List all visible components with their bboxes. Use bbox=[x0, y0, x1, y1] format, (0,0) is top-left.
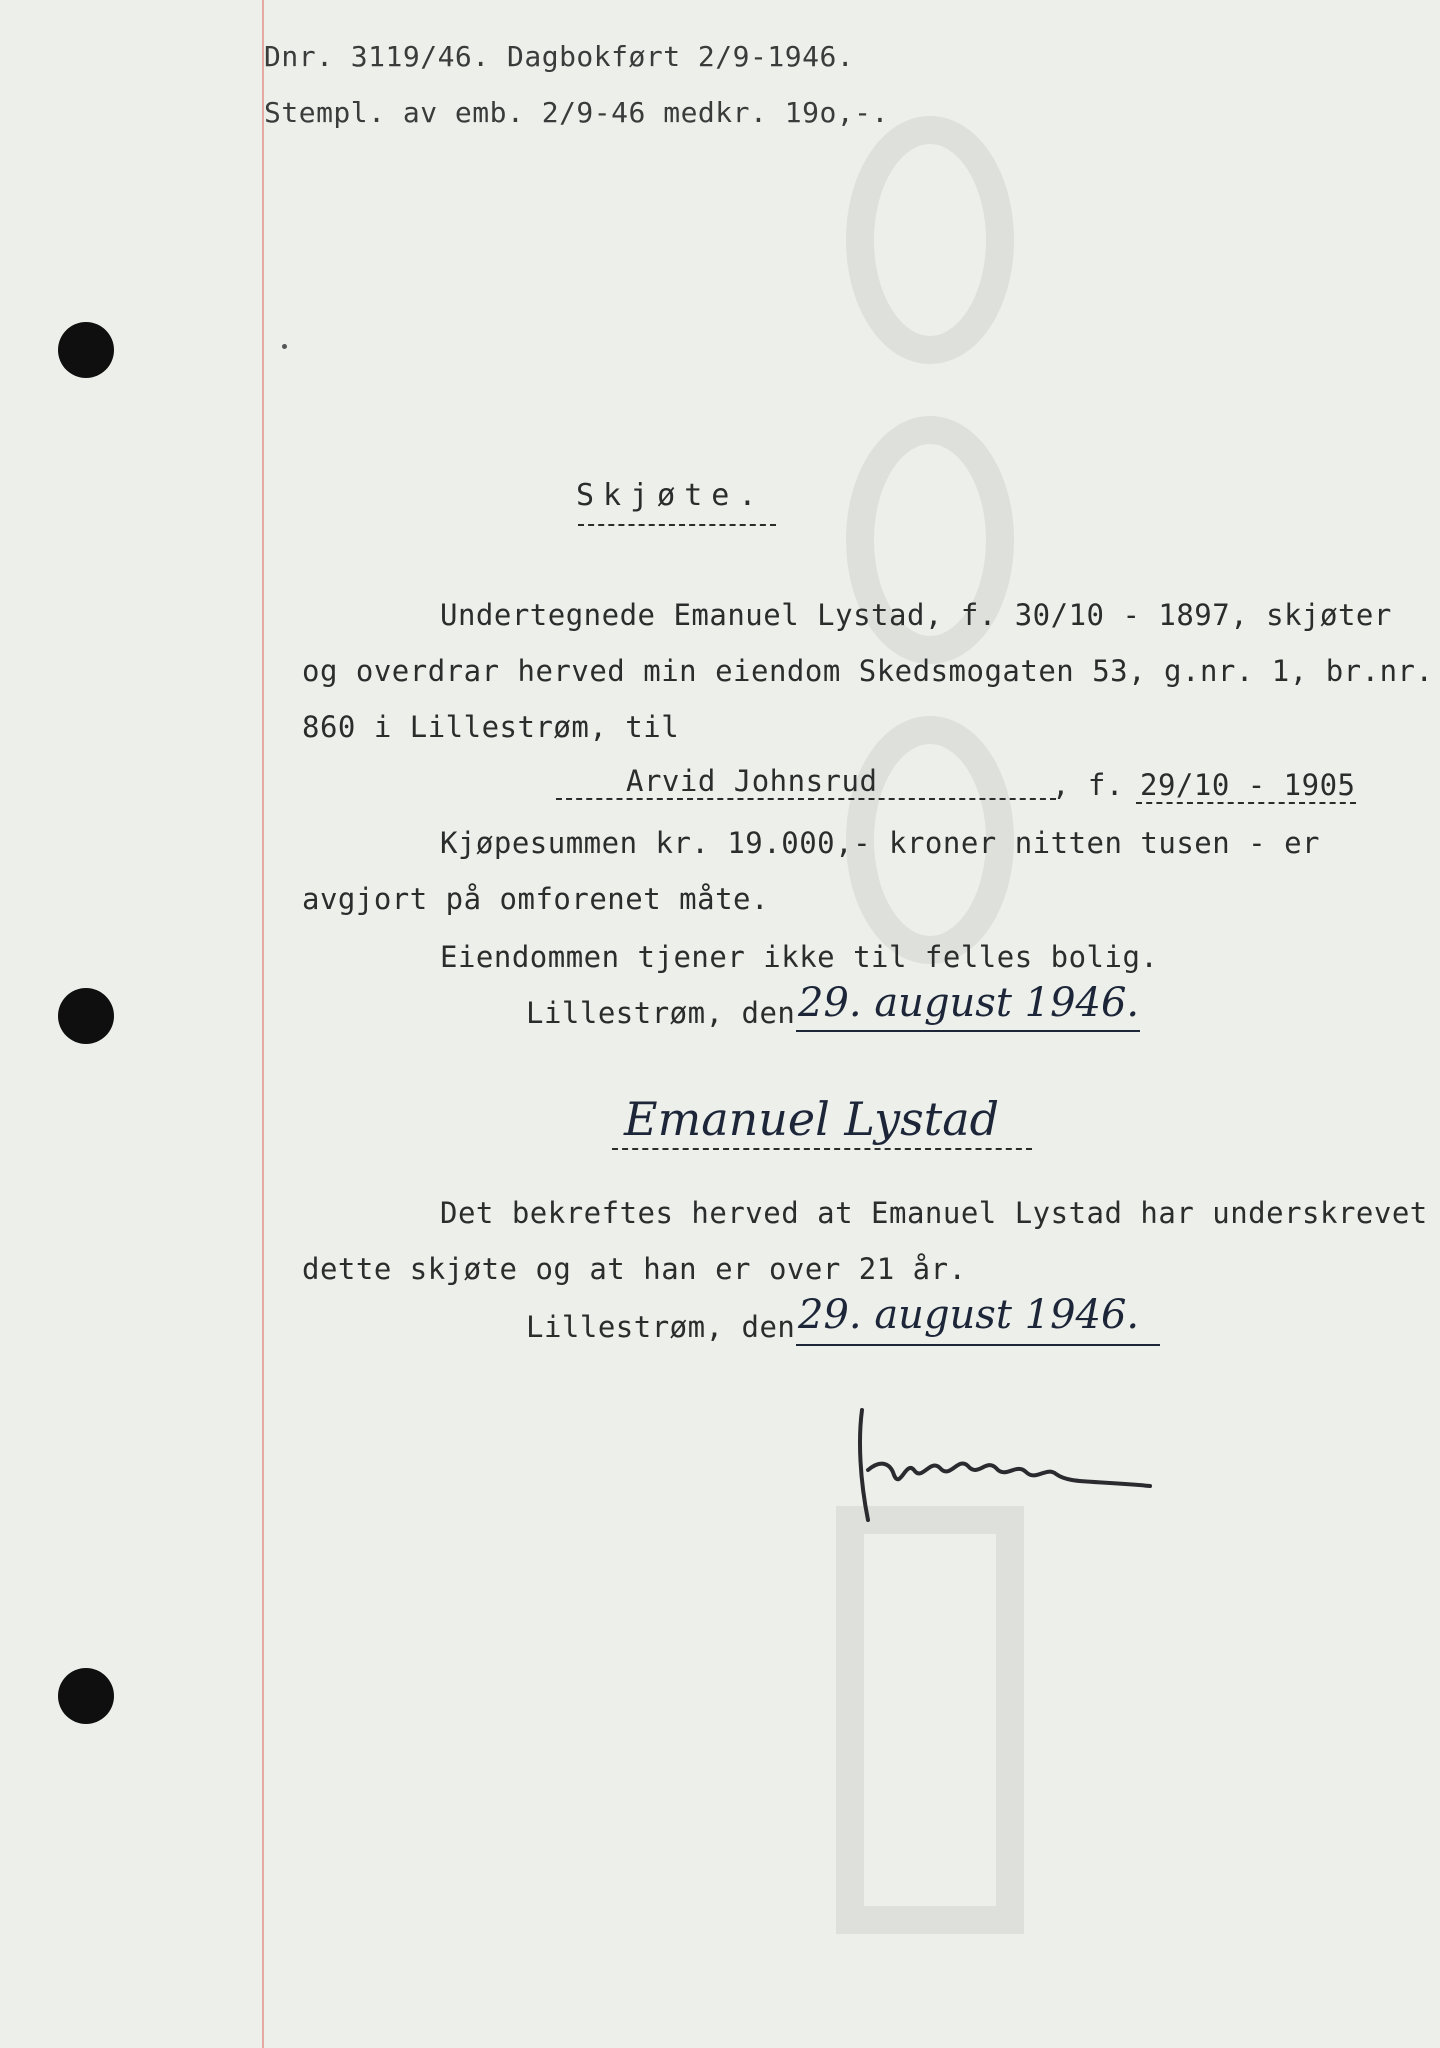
handwritten-date: 29. august 1946. bbox=[798, 980, 1140, 1026]
deed-paragraph-line: og overdrar herved min eiendom Skedsmogaten 53, g.nr. 1, br.nr. bbox=[302, 654, 1434, 688]
date-underline bbox=[796, 1030, 1140, 1032]
handwritten-date: 29. august 1946. bbox=[798, 1292, 1140, 1338]
seller-signature: Emanuel Lystad bbox=[624, 1092, 1000, 1146]
margin-line bbox=[262, 0, 264, 2048]
document-title: Skjøte. bbox=[576, 478, 766, 513]
deed-paragraph-line: 860 i Lillestrøm, til bbox=[302, 710, 680, 744]
buyer-fill-line bbox=[556, 798, 1056, 800]
confirmation-line: Det bekreftes herved at Emanuel Lystad har underskrevet bbox=[440, 1196, 1428, 1230]
buyer-born-date: 29/10 - 1905 bbox=[1140, 768, 1356, 802]
place-date-prefix: Lillestrøm, den bbox=[526, 1310, 796, 1344]
stamp-line: Stempl. av emb. 2/9-46 medkr. 19o,-. bbox=[264, 96, 889, 129]
buyer-born-prefix: , f. bbox=[1052, 768, 1124, 802]
buyer-name: Arvid Johnsrud bbox=[626, 764, 878, 798]
journal-number-line: Dnr. 3119/46. Dagbokført 2/9-1946. bbox=[264, 40, 855, 73]
title-underline bbox=[578, 524, 776, 526]
signature-line bbox=[612, 1148, 1032, 1150]
property-note: Eiendommen tjener ikke til felles bolig. bbox=[440, 940, 1159, 974]
confirmation-line: dette skjøte og at han er over 21 år. bbox=[302, 1252, 967, 1286]
price-line: avgjort på omforenet måte. bbox=[302, 882, 769, 916]
price-line: Kjøpesummen kr. 19.000,- kroner nitten tusen - er bbox=[440, 826, 1321, 860]
punch-hole bbox=[58, 322, 114, 378]
place-date-prefix: Lillestrøm, den bbox=[526, 996, 796, 1030]
date-underline bbox=[796, 1344, 1160, 1346]
punch-hole bbox=[58, 988, 114, 1044]
born-fill-line bbox=[1136, 802, 1356, 804]
deed-paragraph-line: Undertegnede Emanuel Lystad, f. 30/10 - 1897, skjøter bbox=[440, 598, 1392, 632]
punch-hole bbox=[58, 1668, 114, 1724]
witness-signature bbox=[850, 1400, 1170, 1540]
ink-dot bbox=[282, 344, 287, 349]
